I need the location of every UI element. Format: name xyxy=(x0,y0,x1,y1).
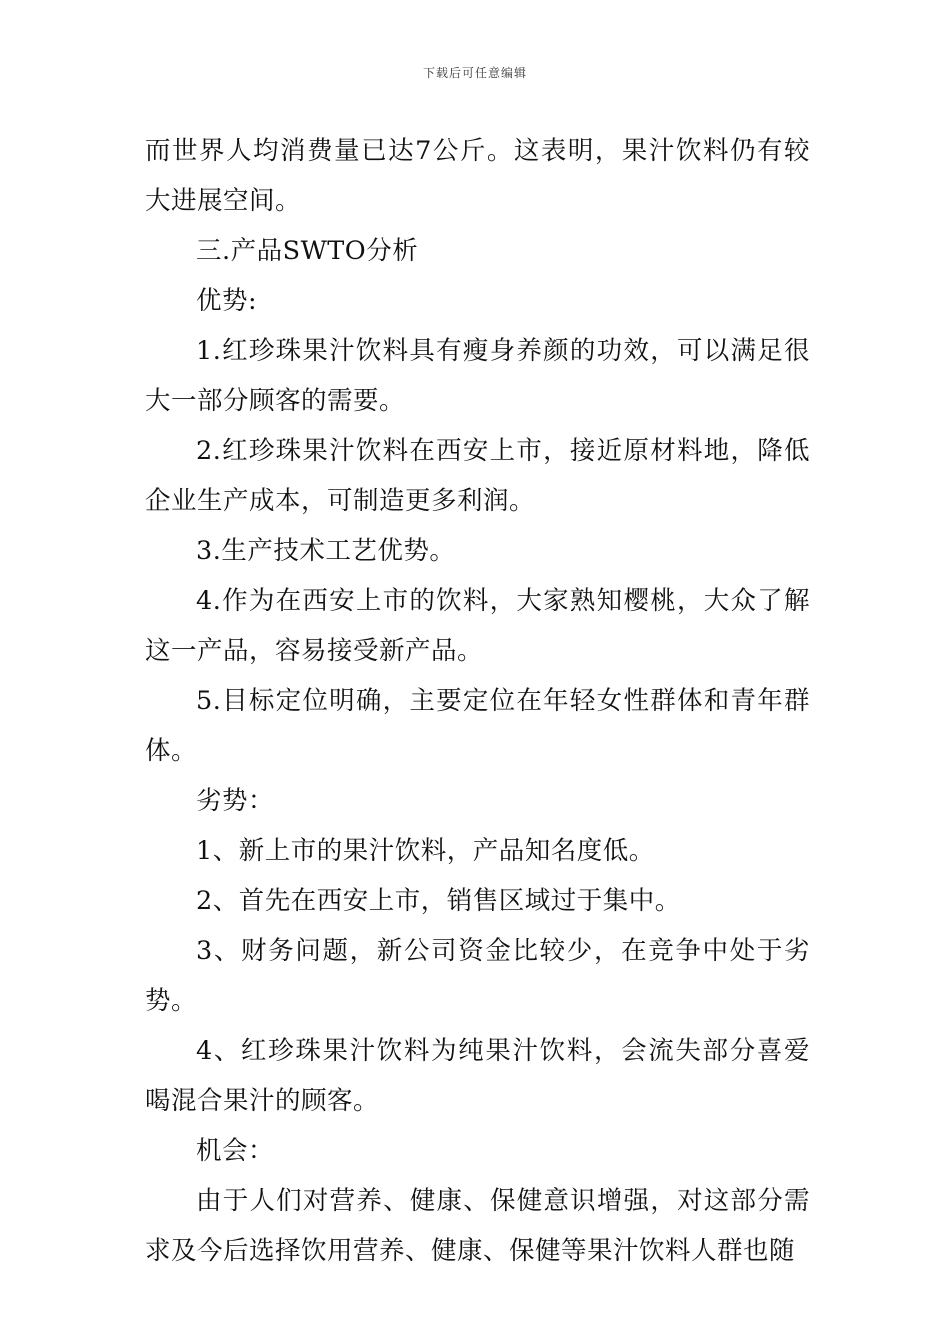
strength-item-1: 1.红珍珠果汁饮料具有瘦身养颜的功效，可以满足很大一部分顾客的需要。 xyxy=(145,336,810,416)
subheading-strengths: 优势: xyxy=(196,286,258,316)
strength-item-2: 2.红珍珠果汁饮料在西安上市，接近原材料地，降低企业生产成本，可制造更多利润。 xyxy=(145,436,810,516)
strength-item-3: 3.生产技术工艺优势。 xyxy=(196,536,456,566)
weakness-item-1: 1、新上市的果汁饮料，产品知名度低。 xyxy=(196,836,655,866)
document-body xyxy=(145,126,810,1276)
strength-item-4: 4.作为在西安上市的饮料，大家熟知樱桃，大众了解这一产品，容易接受新产品。 xyxy=(145,586,810,666)
weakness-item-3: 3、财务问题，新公司资金比较少，在竞争中处于劣势。 xyxy=(145,936,810,1016)
weakness-item-4: 4、红珍珠果汁饮料为纯果汁饮料，会流失部分喜爱喝混合果汁的顾客。 xyxy=(145,1036,810,1116)
strength-item-5: 5.目标定位明确，主要定位在年轻女性群体和青年群体。 xyxy=(145,686,810,766)
weakness-item-2: 2、首先在西安上市，销售区域过于集中。 xyxy=(196,886,681,916)
section-heading-swot: 三.产品SWTO分析 xyxy=(196,236,419,266)
subheading-weaknesses: 劣势： xyxy=(196,786,275,816)
opportunity-paragraph: 由于人们对营养、健康、保健意识增强，对这部分需求及今后选择饮用营养、健康、保健等果汁饮料人群也随 xyxy=(145,1186,810,1266)
page-header: 下载后可任意编辑 xyxy=(422,66,527,80)
subheading-opportunities: 机会： xyxy=(196,1136,275,1166)
paragraph-continuation: 而世界人均消费量已达7公斤。这表明，果汁饮料仍有较大进展空间。 xyxy=(145,136,810,216)
